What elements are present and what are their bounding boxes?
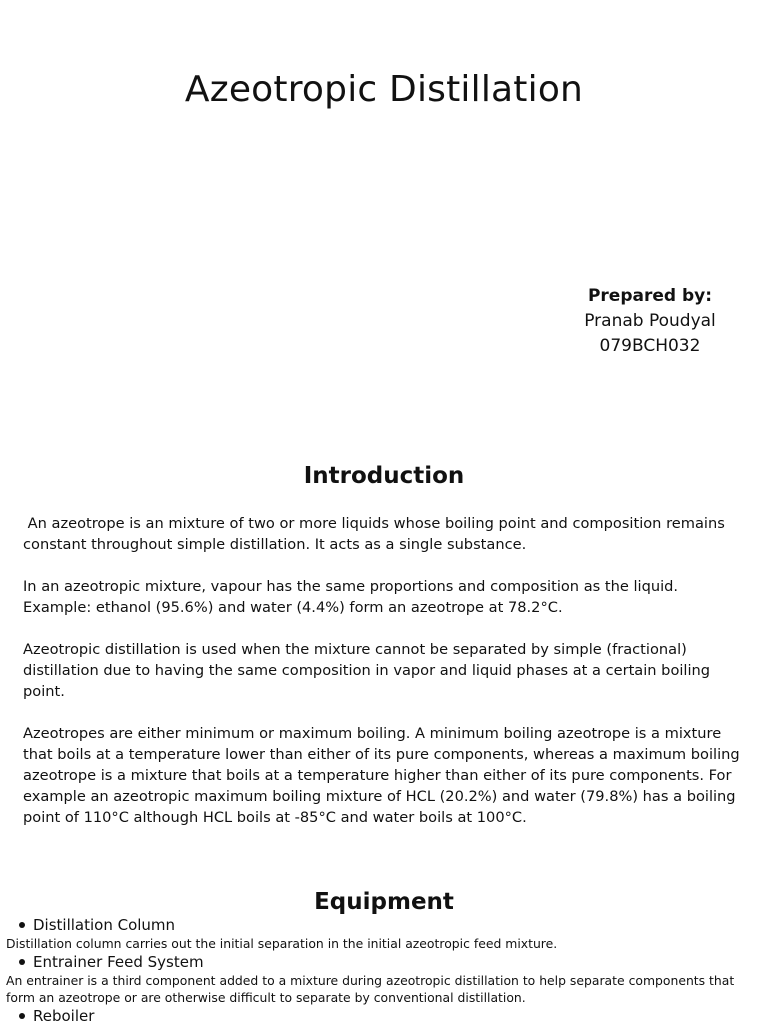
equipment-heading: Equipment — [314, 889, 454, 915]
document-title: Azeotropic Distillation — [184, 69, 584, 110]
equipment-item-title: Entrainer Feed System — [33, 953, 204, 971]
intro-paragraph: An azeotrope is an mixture of two or more liquids whose boiling point and composition remains constant throughout simple distillation. It acts as a single substance. — [23, 515, 730, 553]
prepared-by-block — [560, 284, 740, 359]
intro-paragraph: Azeotropes are either minimum or maximum boiling. A minimum boiling azeotrope is a mixture that boils at a temperature lower than either of its pure components, whereas a maximum boiling azeotrope is a mixture that boils at a temperature higher than either of its pure components. For example an azeotropic maximum boiling mixture of HCL (20.2%) and water (79.8%) has a boiling point of 110°C although HCL boils at -85°C and water boils at 100°C. — [23, 725, 740, 826]
author-name: Pranab Poudyal — [584, 311, 716, 331]
intro-paragraph: In an azeotropic mixture, vapour has the same proportions and composition as the liquid. Example: ethanol (95.6%) and water (4.4%) form an azeotrope at 78.2°C. — [23, 578, 679, 616]
equipment-item — [0, 952, 768, 1006]
prepared-by-label: Prepared by: — [587, 286, 713, 306]
bullet-icon — [19, 1013, 25, 1019]
equipment-item-title: Reboiler — [33, 1007, 95, 1024]
equipment-item-description: An entrainer is a third component added to a mixture during azeotropic distillation to help separate components that form an azeotrope or are otherwise difficult to separate by conventional distillation. — [6, 973, 735, 1005]
bullet-icon — [19, 959, 25, 965]
bullet-icon — [19, 922, 25, 928]
equipment-item — [0, 1006, 768, 1024]
introduction-body — [23, 513, 748, 849]
equipment-item-description: Distillation column carries out the initial separation in the initial azeotropic feed mixture. — [6, 936, 558, 951]
equipment-item — [0, 915, 768, 952]
equipment-item-title: Distillation Column — [33, 916, 176, 934]
author-id: 079BCH032 — [599, 336, 701, 356]
equipment-list — [0, 915, 768, 1024]
introduction-heading: Introduction — [303, 463, 465, 489]
intro-paragraph: Azeotropic distillation is used when the mixture cannot be separated by simple (fractional) distillation due to having the same composition in vapor and liquid phases at a certain boiling point. — [23, 641, 711, 700]
